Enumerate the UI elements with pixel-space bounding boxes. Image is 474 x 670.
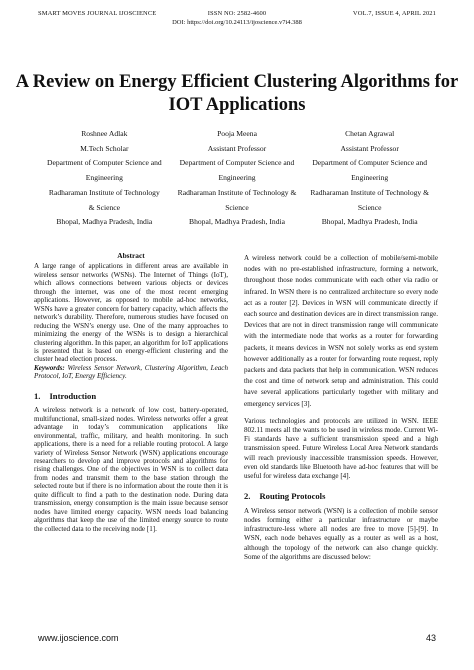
author-role: M.Tech Scholar	[80, 143, 129, 153]
author-institute-cont: Science	[357, 202, 382, 212]
author-location: Bhopal, Madhya Pradesh, India	[321, 217, 418, 227]
author-name: Pooja Meena	[217, 129, 257, 138]
journal-name: SMART MOVES JOURNAL IJOSCIENCE	[38, 10, 157, 17]
author-block	[303, 127, 436, 230]
left-column	[34, 252, 228, 533]
keywords	[34, 364, 228, 381]
section-1-heading	[34, 392, 228, 400]
section-number: 1.	[34, 390, 41, 401]
author-department: Department of Computer Science and	[46, 158, 162, 168]
author-institute: Radharaman Institute of Technology	[48, 187, 160, 197]
author-institute: Radharaman Institute of Technology &	[177, 187, 297, 197]
author-location: Bhopal, Madhya Pradesh, India	[56, 217, 153, 227]
right-column	[244, 253, 438, 562]
section-title: Introduction	[49, 390, 97, 401]
author-institute-cont: & Science	[88, 202, 121, 212]
issn: ISSN NO: 2582-4600	[207, 10, 267, 17]
author-institute: Radharaman Institute of Technology &	[310, 187, 430, 197]
doi-link[interactable]: DOI: https://doi.org/10.24113/ijoscience.v7i4.388	[172, 19, 302, 26]
keywords-label: Keywords:	[34, 363, 65, 372]
section-number: 2.	[244, 491, 251, 502]
section-2-heading	[244, 492, 438, 500]
author-department: Department of Computer Science and	[312, 158, 428, 168]
author-name: Chetan Agrawal	[345, 129, 395, 138]
author-department-cont: Engineering	[218, 173, 256, 183]
author-name: Roshnee Adlak	[81, 129, 128, 138]
author-role: Assistant Professor	[340, 143, 399, 153]
author-location: Bhopal, Madhya Pradesh, India	[189, 217, 285, 227]
author-list	[38, 127, 436, 230]
abstract-text: A large range of applications in different areas are available in wireless sensor networks (WSNs). The Internet of Things (IoT), which allows connections between various objects or devices through the internet, was one of the most recent emerging applications. However, as opposed to mobile ad-hoc networks, WSNs have a greater concern for battery capacity, which affects the network’s durability. Therefore, numerous studies have focused on reducing the WSN’s energy use. One of the many approaches to minimizing the energy of the WSNs is to design a hierarchical clustering algorithm. In this paper, an algorithm for IoT applications is presented that is based on energy-efficient clustering and the cluster head election process.	[34, 262, 228, 364]
title-line-1: A Review on Energy Efficient Clustering Algorithms for	[15, 72, 459, 92]
footer-url[interactable]: www.ijoscience.com	[38, 633, 119, 643]
author-block	[38, 127, 171, 230]
author-department-cont: Engineering	[351, 173, 389, 183]
page-number: 43	[425, 633, 436, 643]
introduction-text: A wireless network is a network of low cost, battery-operated, multifunctional, small-sized nodes. Wireless networks offer a great advantage in today’s communication applications like environmental, traffic, military, and health monitoring. In such applications, there is a need for a reliable routing protocol. A large variety of Wireless Sensor Network (WSN) applications encourage researchers to develop and improve protocols and algorithms for rising challenges. One of the objectives in WSN is to collect data from nodes and transmit them to the base station through the selected route but if there is no information about the route then it is quite difficult to find a path to the destination node. During data transmission, energy consumption is the main issue because sensor nodes have limited energy capacity. WSN needs load balancing algorithms that keep the use of the limited energy source to route the collected data to the receiving node [1].	[34, 406, 228, 533]
section-title: Routing Protocols	[259, 491, 326, 502]
abstract-heading: Abstract	[117, 251, 145, 260]
volume-issue: VOL.7, ISSUE 4, APRIL 2021	[352, 10, 436, 17]
paragraph-technologies: Various technologies and protocols are utilized in WSN. IEEE 802.11 meets all the wants to be used in wireless mode. Current Wi-Fi standards have a sufficient transmission speed and a high transmission speed. Future Wireless Local Area Network standards will reach previously inaccessible transmission speeds. However, even old standards like Bluetooth have ad-hoc features that will be useful for wireless data exchange [4].	[244, 416, 438, 481]
author-institute-cont: Science	[225, 202, 249, 212]
paragraph-wireless-network: A wireless network could be a collection of mobile/semi-mobile nodes with no pre-established infrastructure, forming a network, throughout those nodes communicate with each other via radio or infrared. In WSN there is no centralized architecture so every node act as a router [2]. Devices in WSN will communicate directly if each source and destination devices are in direct transmission range. Devices that are not in direct transmission range will communicate with the intermediate node that works as a router for forwarding packets, it means devices in WSN not solely works as end system however additionally as a router for forwarding route request, reply packets and data packets that help in communication. WSN reduces the cost and time of network setup and administration. This could have several applications particularly together with military and emergency services [3].	[244, 254, 438, 408]
author-block	[171, 127, 304, 230]
paper-title	[0, 71, 474, 117]
keywords-list: Wireless Sensor Network, Clustering Algorithm, Leach Protocol, IoT, Energy Efficiency.	[34, 363, 228, 381]
author-department-cont: Engineering	[85, 173, 123, 183]
paragraph-routing-protocols: A Wireless sensor network (WSN) is a collection of mobile sensor nodes forming either a particular infrastructure or maybe infrastructure-less where all nodes are free to move [5]-[9]. In WSN, each node behaves equally as a router as well as a host, although the topology of the network can also change quickly. Some of the algorithms are discussed below:	[244, 506, 438, 561]
author-department: Department of Computer Science and	[179, 158, 295, 168]
author-role: Assistant Professor	[207, 143, 267, 153]
title-line-2: IOT Applications	[168, 95, 306, 115]
